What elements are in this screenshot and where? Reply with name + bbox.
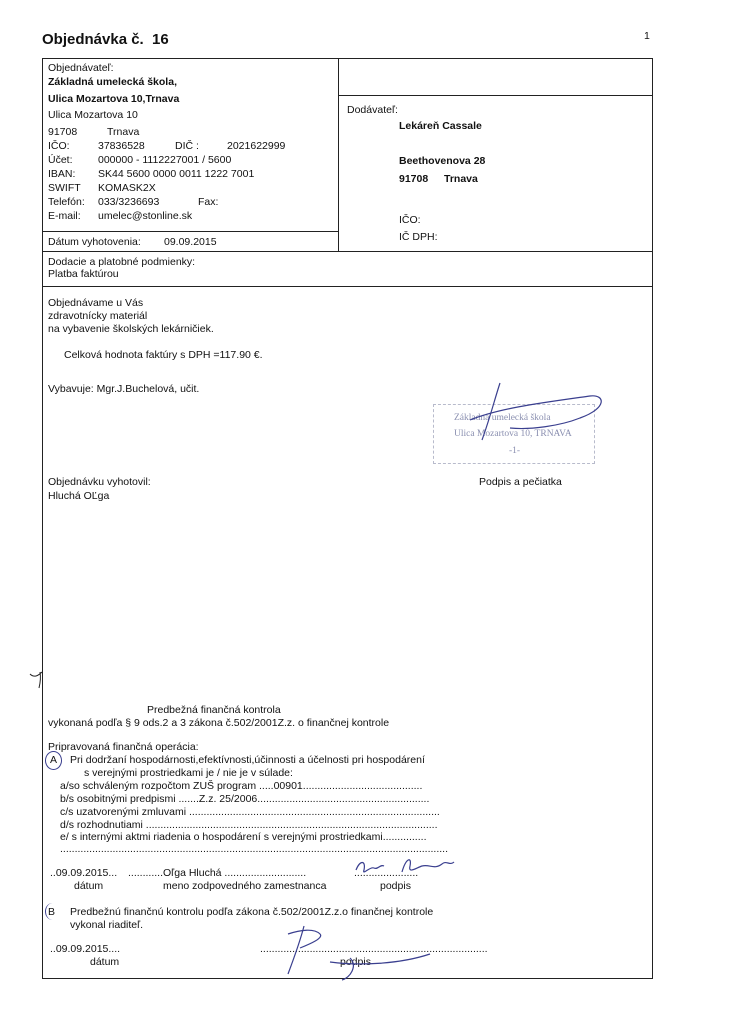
supplier-ico-label: IČO: — [399, 214, 421, 226]
orderer-name: Základná umelecká škola, — [48, 76, 177, 88]
orderer-account-label: Účet: — [48, 154, 73, 166]
supplier-label: Dodávateľ: — [347, 104, 398, 116]
body-line-3: na vybavenie školských lekárničiek. — [48, 323, 214, 335]
supplier-top-line — [338, 95, 653, 96]
control-date-label: dátum — [74, 880, 104, 892]
supplier-zip: 91708 — [399, 173, 429, 185]
orderer-ico: 37836528 — [98, 140, 145, 152]
control-b-marker: B — [48, 906, 56, 918]
control-sig-dots-a: ...................... — [354, 867, 419, 879]
stamp-line-2: Ulica Mozartova 10, TRNAVA — [454, 429, 572, 439]
supplier-icdph-label: IČ DPH: — [399, 231, 438, 243]
signature-stamp-label: Podpis a pečiatka — [479, 476, 562, 488]
control-item-d: d/s rozhodnutiami .................................................................................................... — [60, 819, 438, 831]
supplier-street: Beethovenova 28 — [399, 155, 486, 167]
control-date-b: ..09.09.2015.... — [50, 943, 121, 955]
orderer-swift-label: SWIFT — [48, 182, 81, 194]
frame-left-lower — [42, 286, 43, 979]
terms-bottom-line — [42, 286, 653, 287]
orderer-label: Objednávateľ: — [48, 62, 114, 74]
control-date-a: ..09.09.2015... — [50, 867, 118, 879]
terms-label: Dodacie a platobné podmienky: — [48, 256, 196, 268]
control-sig-dots-b: .............................................................................. — [260, 943, 488, 955]
frame-top — [42, 58, 653, 59]
director-signature-drawing — [460, 378, 610, 458]
control-name-a: ............Oľga Hluchá ............................ — [128, 867, 307, 879]
orderer-phone-label: Telefón: — [48, 196, 85, 208]
total-value: Celková hodnota faktúry s DPH =117.90 €. — [64, 349, 263, 361]
orderer-dic: 2021622999 — [227, 140, 286, 152]
frame-right — [652, 58, 653, 287]
control-employee-label: meno zodpovedného zamestnanca — [163, 880, 327, 892]
order-number: 16 — [152, 31, 169, 48]
order-title: Objednávka č. — [42, 31, 144, 48]
orderer-phone: 033/3236693 — [98, 196, 160, 208]
control-b-text-2: vykonal riaditeľ. — [70, 919, 144, 931]
margin-tick-mark — [26, 660, 48, 690]
control-signature-label-b: podpis — [340, 956, 371, 968]
stamp-line-1: Základná umelecká škola — [454, 413, 551, 423]
stamp-line-3: -1- — [509, 446, 521, 456]
orderer-city: Trnava — [107, 126, 140, 138]
control-b-text-1: Predbežnú finančnú kontrolu podľa zákona č.502/2001Z.z.o finančnej kontrole — [70, 906, 434, 918]
page-number: 1 — [644, 30, 650, 42]
a-circle-mark — [45, 751, 62, 770]
date-top-line — [42, 231, 339, 232]
orderer-swift: KOMASK2X — [98, 182, 156, 194]
control-item-c: c/s uzatvorenými zmluvami ...................................................................................... — [60, 806, 440, 818]
control-prepared: Pripravovaná finančná operácia: — [48, 741, 199, 753]
orderer-email: umelec@stonline.sk — [98, 210, 193, 222]
employee-signature-drawing — [350, 852, 460, 882]
control-item-a: a/so schváleným rozpočtom ZUŠ program .....00901......................................... — [60, 780, 423, 792]
frame-left — [42, 58, 43, 287]
orderer-iban-label: IBAN: — [48, 168, 76, 180]
created-by-name: Hluchá OĽga — [48, 490, 110, 502]
control-a-text-2: s verejnými prostriedkami je / nie je v súlade: — [84, 767, 293, 779]
body-line-2: zdravotnícky materiál — [48, 310, 148, 322]
orderer-iban: SK44 5600 0000 0011 1222 7001 — [98, 168, 255, 180]
supplier-name: Lekáreň Cassale — [399, 120, 482, 132]
control-heading-1: Predbežná finančná kontrola — [147, 704, 281, 716]
terms-value: Platba faktúrou — [48, 268, 119, 280]
director-signature-b-drawing — [280, 922, 440, 984]
control-item-b: b/s osobitnými predpismi .......Z.z. 25/2006........................................................... — [60, 793, 430, 805]
control-a-marker: A — [50, 754, 58, 766]
control-item-e: e/ s internými aktmi riadenia o hospodárení s verejnými prostriedkami............... — [60, 831, 427, 843]
orderer-zip: 91708 — [48, 126, 78, 138]
orderer-fax-label: Fax: — [198, 196, 219, 208]
terms-top-line — [42, 251, 653, 252]
control-date-label-b: dátum — [90, 956, 120, 968]
orderer-dic-label: DIČ : — [175, 140, 199, 152]
orderer-ico-label: IČO: — [48, 140, 70, 152]
control-dots-line: ..................................................................................................................................... — [60, 843, 448, 855]
b-circle-mark — [45, 903, 60, 920]
orderer-address-bold: Ulica Mozartova 10,Trnava — [48, 93, 180, 105]
handler: Vybavuje: Mgr.J.Buchelová, učit. — [48, 383, 200, 395]
orderer-account: 000000 - 1112227001 / 5600 — [98, 154, 232, 166]
supplier-city: Trnava — [444, 173, 478, 185]
created-by-label: Objednávku vyhotovil: — [48, 476, 151, 488]
date-value: 09.09.2015 — [164, 236, 217, 248]
control-a-text-1: Pri dodržaní hospodárnosti,efektívnosti,účinnosti a účelnosti pri hospodárení — [70, 754, 425, 766]
frame-divider — [338, 58, 339, 251]
frame-right-lower — [652, 286, 653, 979]
date-label: Dátum vyhotovenia: — [48, 236, 141, 248]
body-line-1: Objednávame u Vás — [48, 297, 144, 309]
control-heading-2: vykonaná podľa § 9 ods.2 a 3 zákona č.502/2001Z.z. o finančnej kontrole — [48, 717, 390, 729]
orderer-street: Ulica Mozartova 10 — [48, 109, 138, 121]
orderer-email-label: E-mail: — [48, 210, 81, 222]
control-signature-label: podpis — [380, 880, 411, 892]
